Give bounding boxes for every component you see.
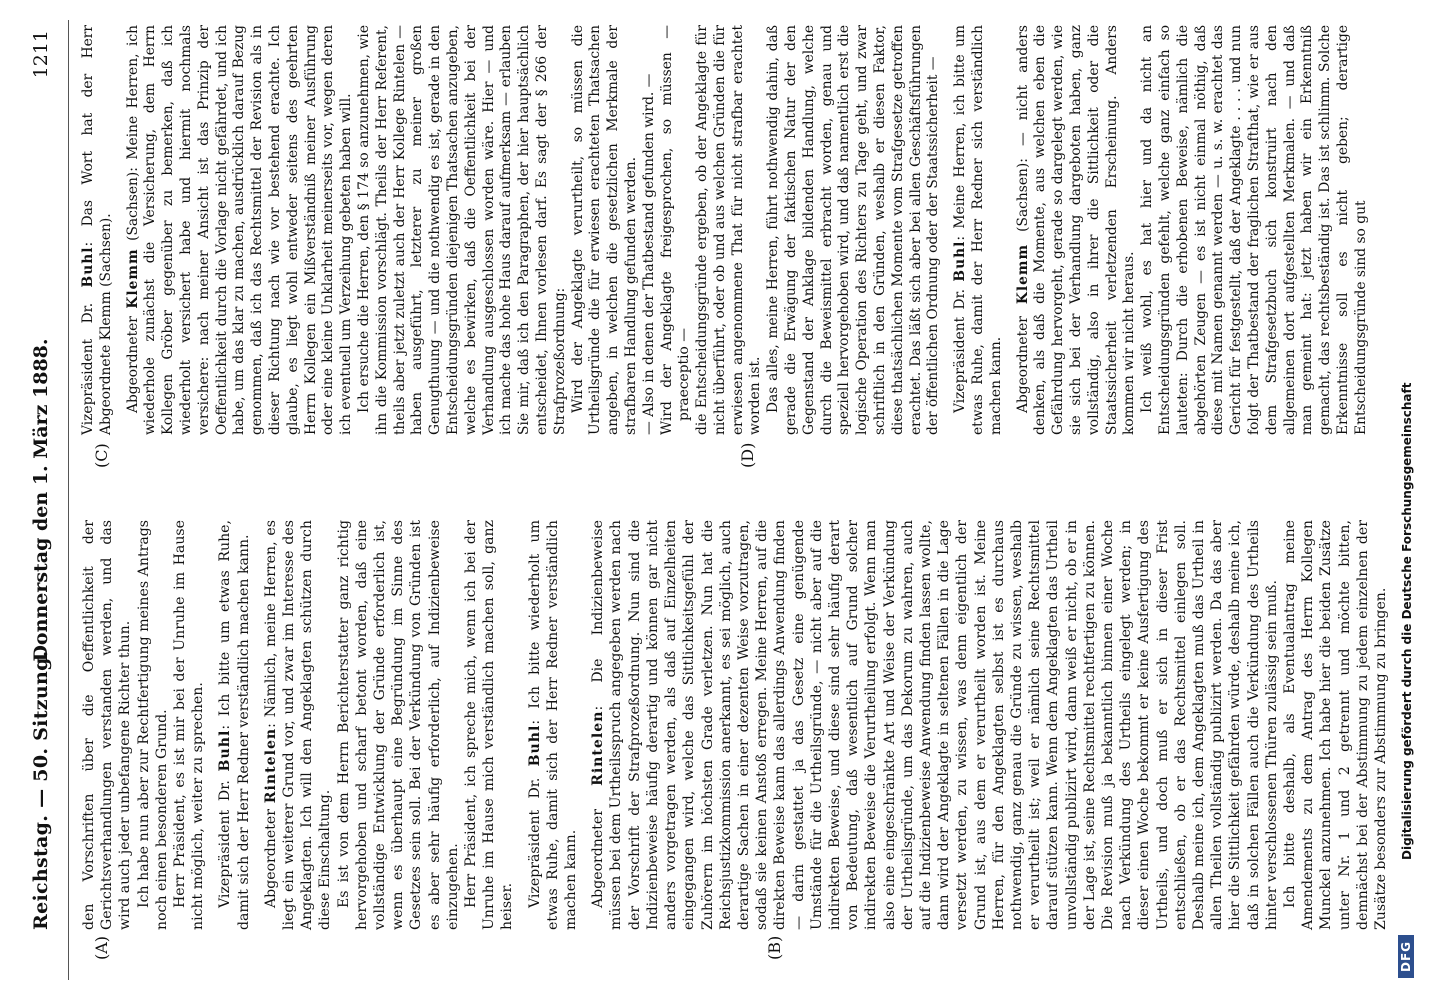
paragraph: Es ist von dem Herrn Berichterstatter ganz richtig hervorgehoben und scharf betont worden, daß eine vollständige Entwicklung der Gründe erforderlich ist, wenn es überhaupt eine Begründung im Sinne des Gesetzes sein soll. Bei der Verkündung von Gründen ist es aber sehr häufig erforderlich, auf Indizienbeweise einzugehen. — [335, 520, 461, 930]
speaker-name: Buhl — [80, 246, 96, 288]
margin-mark-d: (D) — [738, 442, 757, 468]
header-rule — [68, 20, 69, 980]
paragraph: — Also in denen der Thatbestand gefunden wird. — — [640, 73, 657, 435]
paragraph: Ich habe nun aber zur Rechtfertigung meines Antrags noch einen besonderen Grund. — [135, 520, 170, 930]
speaker-name: Buhl — [526, 724, 543, 767]
paragraph: Herr Präsident, ich spreche mich, wenn ich bei der Unruhe im Hause mich verständlich machen soll, ganz heiser. — [463, 520, 516, 930]
speaker-intro: Vizepräsident Dr. — [217, 771, 234, 908]
speaker-name: Rintelen — [590, 710, 607, 786]
paragraph — [125, 25, 356, 435]
paragraph — [262, 520, 335, 930]
speaker-name: Buhl — [952, 240, 969, 282]
speaker-name: Klemm — [124, 248, 141, 309]
paragraph — [526, 520, 581, 930]
speech-text: : Die Indizienbeweise müssen bei dem Urtheilsspruch angegeben werden nach der Vorschrift der Strafprozeßordnung. Nun sind die Indizienbeweise häufig derartig und können gar nicht anders vorgetragen werden, als daß auf Einzelheiten eingegangen wird, welche das Sittlichkeitsgefühl der Zuhörern im höchsten Grade verletzen. Nun hat die Reichsjustizkommission anerkannt, es sei möglich, auch derartige Sachen in einer dezenten Weise vorzutragen, sodaß sie keinen Anstoß erregen. Meine Herren, auf die direkten Beweise kann das allerdings Anwendung finden — darin gestattet ja das Gesetz eine genügende Umstände für die Urtheilsgründe, — nicht aber auf die indirekten Beweise, und diese sind sehr häufig derart von Bedeutung, daß wesentlich auf Grund solcher indirekten Beweise die Verurtheilung erfolgt. Wenn man also eine eingeschränkte Art und Weise der Verkündung der Urtheilsgründe, um das Dekorum zu wahren, auch auf die Indizienbeweise Anwendung finden lassen wollte, dann wird der Angeklagte in seltenen Fällen in die Lage versetzt werden, zu wissen, was denn eigentlich der Grund ist, aus dem er verurtheilt worden ist. Meine Herren, für den Angeklagten selbst ist es durchaus nothwendig, ganz genau die Gründe zu wissen, weshalb er verurtheilt ist; weil er nämlich seine Rechtsmittel darauf stützen kann. Wenn dem Angeklagten das Urtheil unvollständig publizirt wird, dann weiß er nicht, ob er in der Lage ist, seine Rechtsmittel rechtfertigen zu können. Die Revision muß ja bekanntlich binnen einer Woche nach Verkündung des Urtheils eingelegt werden; in dieser einen Woche bekommt er keine Ausfertigung des Urtheils, und doch muß er sich in dieser Frist entschließen, ob er das Rechtsmittel einlegen soll. Deshalb meine ich, dem Angeklagten muß das Urtheil in allen Theilen vollständig publizirt werden. Da das aber hier die Sittlichkeit gefährden würde, deshalb meine ich, daß in solchen Fällen auch die Verkündung des Urtheils hinter verschlossenen Thüren zulässig sein muß. — [590, 520, 1280, 930]
page-number: 1211 — [30, 30, 52, 79]
speech-text: : Das Wort hat der Herr Abgeordnete Klemm (Sachsen). — [80, 25, 114, 435]
speech-text: : Meine Herren, ich bitte um etwas Ruhe, damit der Herr Redner sich verständlich machen kann. — [952, 25, 1004, 435]
margin-mark-a: (A) — [92, 935, 111, 960]
speech-text: : Ich bitte wiederholt um etwas Ruhe, damit sich der Herr Redner verständlich machen kann. — [526, 520, 580, 930]
dfg-logo: DFG — [1398, 935, 1414, 978]
paragraph: Ich bitte deshalb, als Eventualantrag meine Amendements zu dem Antrag des Herrn Kollegen Munckel anzunehmen. Ich habe hier die beiden Zusätze unter Nr. 1 und 2 getrennt und möchte bitten, demnächst bei der Abstimmung zu jedem einzelnen der Zusätze besonders zur Abstimmung zu bringen. — [1282, 520, 1390, 930]
speaker-intro: Abgeordneter — [590, 785, 607, 908]
header-session: Reichstag. — 50. Sitzung. — [30, 650, 52, 930]
paragraph: Wird der Angeklagte freigesprochen, so müssen — praeceptio — — [658, 25, 693, 435]
left-text-column — [80, 520, 1390, 930]
paragraph: Ich weiß wohl, es hat hier und da nicht an Entscheidungsgründen gefehlt, welche ganz einfach so lauteten: Durch die erhobenen Beweise, nämlich die abgehörten Zeugen — es ist nicht einmal nöthig, daß diese mit Namen genannt werden — u. s. w. erachtet das Gericht für festgestellt, daß der Angeklagte . . . . und nun folgt der Thatbestand der fraglichen Strafthat, wie er aus dem Strafgesetzbuch sich konstruirt nach den allgemeinen dort aufgestellten Merkmalen. — und daß man gemeint hat: jetzt haben wir ein Erkenntniß gemacht, das rechtsbeständig ist. Das ist schlimm. Solche Erkenntnisse soll es nicht geben; derartige Entscheidungsgründe sind so gut — [1139, 25, 1369, 435]
paragraph: den Vorschriften über die Oeffentlichkeit der Gerichtsverhandlungen verstanden werden, und das wird auch jeder unbefangene Richter thun. — [81, 520, 134, 930]
paragraph — [1015, 25, 1140, 435]
paragraph: Herr Präsident, es ist mir bei der Unruhe im Hause nicht möglich, weiter zu sprechen. — [172, 520, 207, 930]
digitization-credit: Digitalisierung gefördert durch die Deutsche Forschungsgemeinschaft — [1400, 382, 1414, 860]
paragraph — [80, 25, 116, 435]
speech-text: (Sachsen): — nicht anders denken, als daß die Momente, aus welchen eben die Gefährdung hervorgeht, gerade so dargelegt werden, wie sie sich bei der Verhandlung dargeboten haben, ganz vollständig, also in ihrer die Sittlichkeit oder die Staatssicherheit verletzenden Erscheinung. Anders kommen wir nicht heraus. — [1014, 25, 1138, 435]
paragraph — [589, 520, 1281, 930]
speaker-intro: Vizepräsident Dr. — [952, 281, 969, 413]
paragraph: Ich ersuche die Herren, den § 174 so anzunehmen, wie ihn die Kommission vorschlägt. Theils der Herr Referent, theils aber jetzt zuletzt auch der Herr Kollege Rintelen — haben ausgeführt, letzterer zu meiner großen Genugthuung — und die nothwendig es ist, gerade in den Entscheidungsgründen diejenigen Thatsachen anzugeben, welche es bewirken, daß die Oeffentlichkeit bei der Verhandlung ausgeschlossen worden wäre. Hier — und ich mache das hohe Haus darauf aufmerksam — erlauben Sie mir, daß ich den Paragraphen, der hier hauptsächlich entscheidet, Ihnen vorlesen darf. Es sagt der § 266 der Strafprozeßordnung: — [355, 25, 568, 435]
speaker-name: Buhl — [217, 729, 234, 772]
paragraph: die Entscheidungsgründe ergeben, ob der Angeklagte für nicht überführt, oder ob und aus welchen Gründen die für erwiesen angenommene That für nicht strafbar erachtet worden ist. — [694, 25, 764, 435]
margin-mark-b: (B) — [765, 935, 784, 960]
paragraph — [952, 25, 1005, 435]
paragraph — [216, 520, 252, 930]
margin-mark-c: (C) — [92, 443, 111, 468]
header-date: Donnerstag den 1. März 1888. — [30, 338, 52, 662]
speaker-intro: Abgeordneter — [1014, 304, 1031, 413]
speaker-intro: Abgeordneter — [124, 308, 141, 413]
speech-text: (Sachsen): Meine Herren, ich wiederhole zunächst die Versicherung, dem Herrn Kollegen Gröber gegenüber zu bemerken, daß ich wiederholt versichert habe und hiermit nochmals versichere: nach meiner Ansicht ist das Prinzip der Oeffentlichkeit durch die Vorlage nicht gefährdet, und ich habe, um das klar zu machen, ausdrücklich darauf Bezug genommen, daß ich das Rechtsmittel der Revision als in dieser Richtung nach wie vor bestehend erachte. Ich glaube, es liegt wohl entweder seitens des geehrten Herrn Kollegen ein Mißverständniß meiner Ausführung oder eine kleine Unklarheit meinerseits vor, wegen deren ich eventuell um Verzeihung gebeten haben will. — [124, 25, 355, 435]
speaker-name: Rintelen — [262, 727, 279, 804]
page-footer — [1398, 0, 1420, 1000]
right-text-column — [80, 25, 1371, 435]
speaker-intro: Vizepräsident Dr. — [80, 287, 96, 435]
speech-text: : Nämlich, meine Herren, es liegt ein weiterer Grund vor, und zwar im Interesse des Angeklagten. Ich will den Angeklagten schützen durch diese Einschaltung. — [262, 520, 334, 930]
speaker-name: Klemm — [1014, 243, 1031, 305]
paragraph: Das alles, meine Herren, führt nothwendig dahin, daß gerade die Erwägung der faktischen Natur der den Gegenstand der Anklage bildenden Handlung, welche durch die Beweismittel erbracht worden, genau und speziell hervorgehoben wird, und daß namentlich erst die logische Operation des Richters zu Tage geht, und zwar schriftlich in den Gründen, weshalb er diesen Faktor, diese thatsächlichen Momente vom Strafgesetze getroffen erachtet. Das läßt sich aber bei allen Geschäftsführungen der öffentlichen Ordnung oder der Staatssicherheit — — [765, 25, 942, 435]
speaker-intro: Vizepräsident Dr. — [526, 766, 543, 908]
paragraph: Wird der Angeklagte verurtheilt, so müssen die Urtheilsgründe die für erwiesen erachteten Thatsachen angeben, in welchen die gesetzlichen Merkmale der strafbaren Handlung gefunden werden. — [569, 25, 639, 435]
speech-text: : Ich bitte um etwas Ruhe, damit sich der Herr Redner verständlich machen kann. — [217, 520, 252, 930]
speaker-intro: Abgeordneter — [262, 803, 279, 908]
page-header — [0, 0, 90, 1000]
